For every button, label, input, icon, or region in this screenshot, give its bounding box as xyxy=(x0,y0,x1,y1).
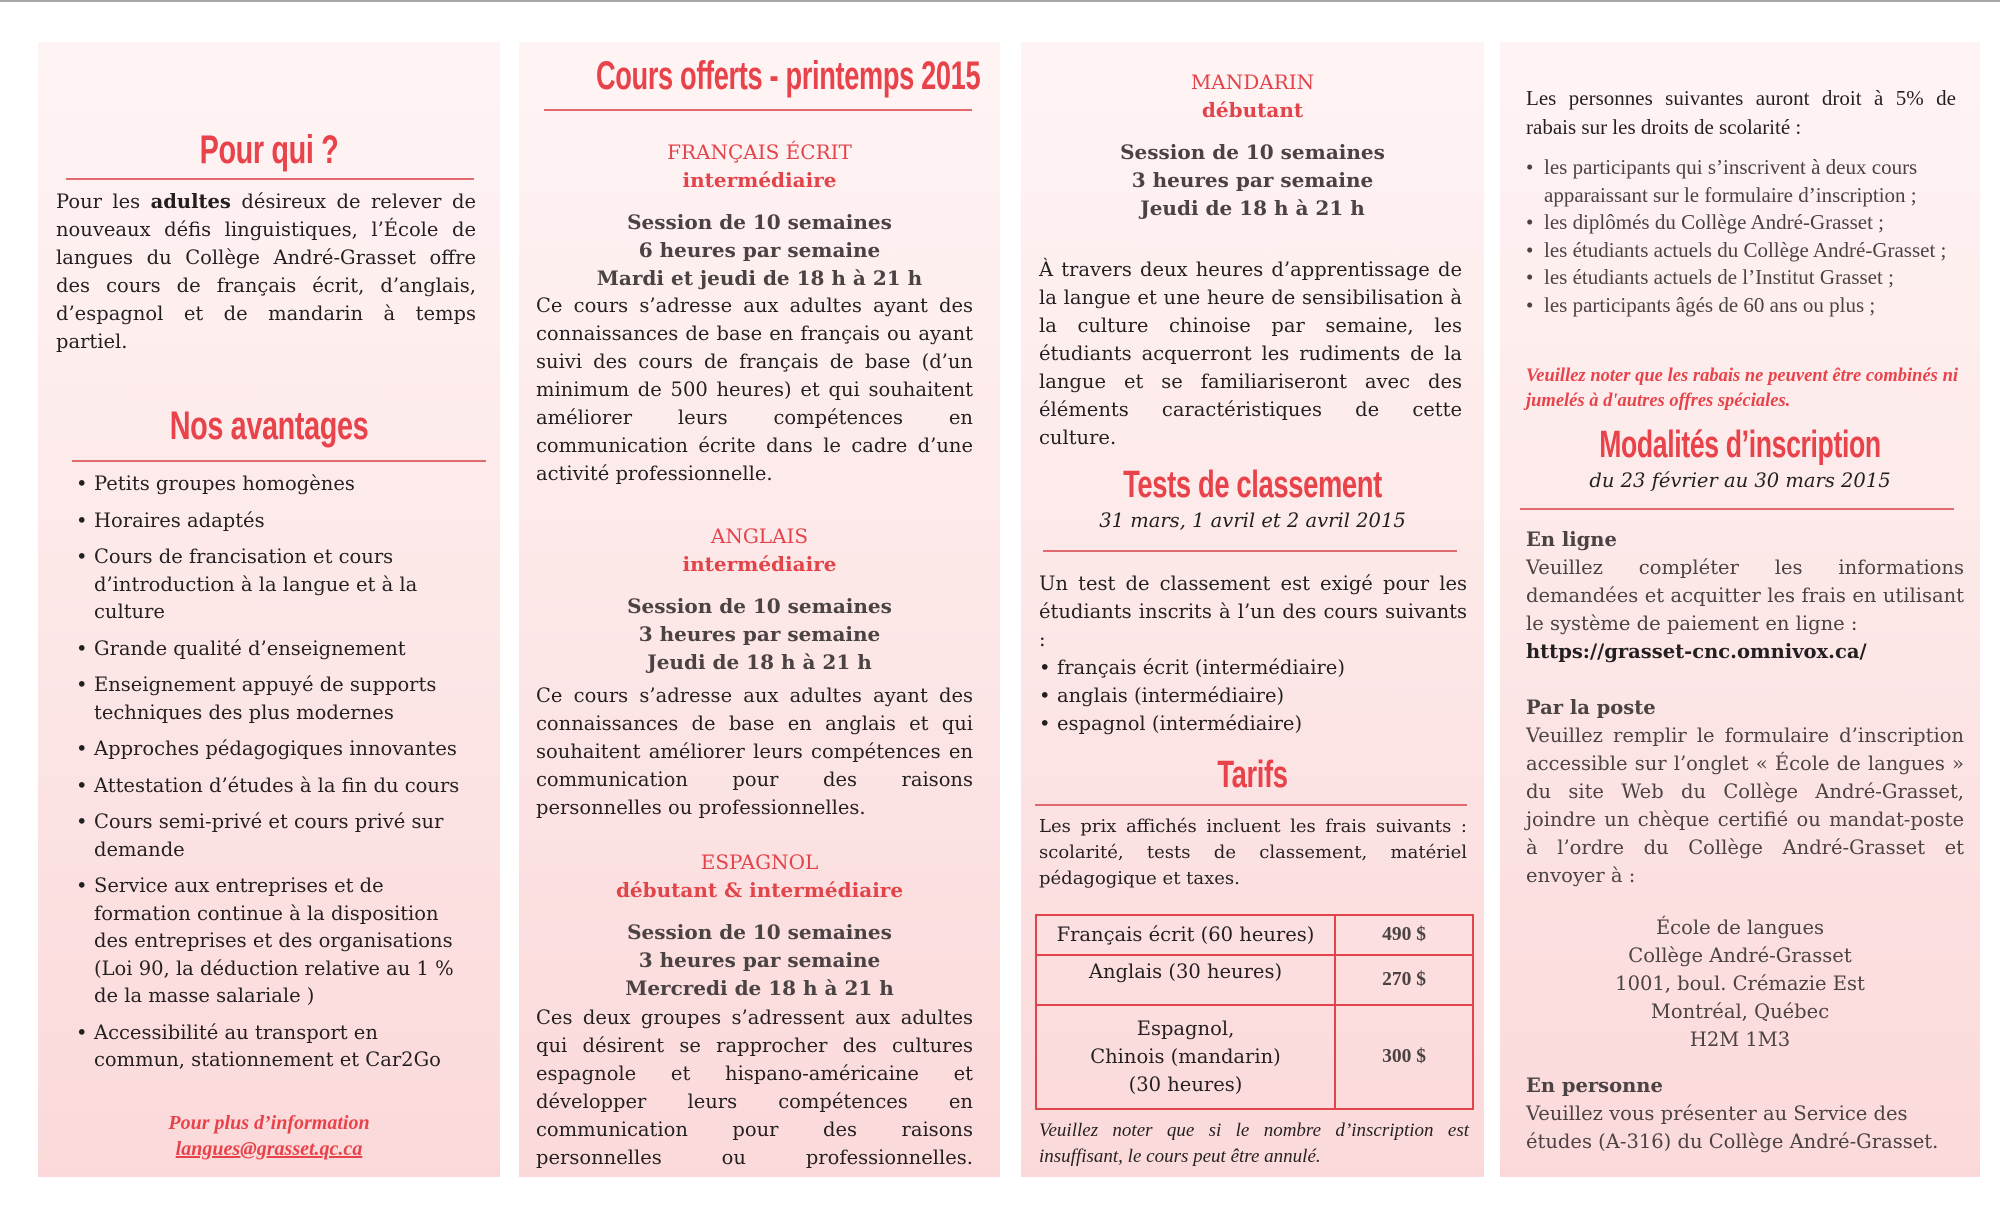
session-length: Session de 10 semaines xyxy=(1120,140,1385,164)
tests-intro: Un test de classement est exigé pour les étudiants inscrits à l’un des cours suivants : xyxy=(1039,572,1467,651)
class-times: Mardi et jeudi de 18 h à 21 h xyxy=(596,266,923,290)
cours-offerts-heading: Cours offerts - printemps 2015 xyxy=(595,54,981,98)
table-cell-price: 300 $ xyxy=(1335,1005,1473,1109)
divider xyxy=(72,460,486,462)
top-border xyxy=(0,0,2000,2)
address-line: Montréal, Québec xyxy=(1650,1000,1830,1023)
course-description: Ces deux groupes s’adressent aux adultes qui désirent se rapprocher des cultures espagnole et hispano-américaine et développer leurs compétences en communication pour des raisons personnelles ou professionnelles. xyxy=(536,1006,973,1169)
mailing-address xyxy=(1500,914,1980,1054)
personne-title: En personne xyxy=(1526,1074,1663,1097)
contact-block xyxy=(38,1110,500,1162)
list-item: • espagnol (intermédiaire) xyxy=(1039,710,1459,738)
session-length: Session de 10 semaines xyxy=(627,210,892,234)
table-row xyxy=(1036,955,1473,1005)
course-francais xyxy=(519,138,1000,194)
en-ligne-title: En ligne xyxy=(1526,528,1617,551)
list-item: • Enseignement appuyé de supports techniques des plus modernes xyxy=(76,671,466,726)
panel-pour-qui xyxy=(38,42,500,1177)
course-name: ESPAGNOL xyxy=(700,850,819,874)
list-item: • les diplômés du Collège André-Grasset ; xyxy=(1526,209,1966,237)
course-level: débutant xyxy=(1201,98,1304,122)
personne-section xyxy=(1526,1072,1964,1156)
course-level: intermédiaire xyxy=(682,168,837,192)
avantages-list xyxy=(76,470,466,1074)
modalites-heading: Modalités d’inscription xyxy=(1599,424,1881,466)
course-name: FRANÇAIS ÉCRIT xyxy=(667,140,852,164)
course-description: Ce cours s’adresse aux adultes ayant des connaissances de base en français ou ayant suivi des cours de français de base (d’un minimum de 500 heures) et qui souhaitent améliorer leurs compétences en communication écrite dans le cadre d’une activité professionnelle. xyxy=(536,294,973,485)
pour-qui-text xyxy=(56,188,476,356)
pour-qui-heading: Pour qui ? xyxy=(199,128,339,172)
list-item: • Horaires adaptés xyxy=(76,507,466,535)
weekly-hours: 3 heures par semaine xyxy=(1131,168,1374,192)
course-line: Espagnol, xyxy=(1136,1017,1235,1040)
list-item: • Service aux entreprises et de formation continue à la disposition des entreprises et des organisations (Loi 90, la déduction relative au 1 % de la masse salariale ) xyxy=(76,872,466,1010)
course-level: débutant & intermédiaire xyxy=(615,878,904,902)
list-item: • Petits groupes homogènes xyxy=(76,470,466,498)
course-espagnol xyxy=(519,848,1000,904)
course-schedule xyxy=(519,918,1000,1002)
online-payment-link[interactable]: https://grasset-cnc.omnivox.ca/ xyxy=(1526,640,1867,663)
tests-dates: 31 mars, 1 avril et 2 avril 2015 xyxy=(1099,509,1406,532)
list-item: • les étudiants actuels de l’Institut Grasset ; xyxy=(1526,264,1966,292)
rabais-list xyxy=(1526,154,1966,319)
list-item: • français écrit (intermédiaire) xyxy=(1039,654,1459,682)
address-line: 1001, boul. Crémazie Est xyxy=(1615,972,1865,995)
pour-qui-text-end: désireux de relever de nouveaux défis linguistiques, l’École de langues du Collège André-Grasset offre des cours de français écrit, d’anglais, d’espagnol et de mandarin à temps partiel. xyxy=(56,190,476,353)
list-item: • Accessibilité au transport en commun, stationnement et Car2Go xyxy=(76,1019,466,1074)
address-line: H2M 1M3 xyxy=(1689,1028,1791,1051)
address-line: Collège André-Grasset xyxy=(1628,944,1852,967)
tarifs-heading: Tarifs xyxy=(1217,754,1288,796)
course-schedule xyxy=(519,592,1000,676)
mandarin-description: À travers deux heures d’apprentissage de la langue et une heure de sensibilisation à la culture chinoise par semaine, les étudiants acquerront les rudiments de la langue et se familiariseront avec des éléments caractéristiques de cette culture. xyxy=(1039,258,1462,449)
tarifs-intro: Les prix affichés incluent les frais suivants : scolarité, tests de classement, matériel pédagogique et taxes. xyxy=(1039,816,1467,889)
table-row xyxy=(1036,915,1473,955)
list-item: • Cours semi-privé et cours privé sur demande xyxy=(76,808,466,863)
session-length: Session de 10 semaines xyxy=(627,920,892,944)
modalites-dates: du 23 février au 30 mars 2015 xyxy=(1589,469,1891,492)
course-mandarin xyxy=(1021,68,1484,124)
course-line: (30 heures) xyxy=(1128,1073,1243,1096)
course-anglais xyxy=(519,522,1000,578)
en-ligne-text: Veuillez compléter les informations demandées et acquitter les frais en utilisant le système de paiement en ligne : xyxy=(1526,556,1964,635)
rabais-note: Veuillez noter que les rabais ne peuvent être combinés ni jumelés à d'autres offres spéciales. xyxy=(1526,366,1958,411)
panel-rabais-inscription xyxy=(1500,42,1980,1177)
divider xyxy=(66,178,474,180)
table-row xyxy=(1036,1005,1473,1109)
weekly-hours: 6 heures par semaine xyxy=(638,238,881,262)
address-line: École de langues xyxy=(1655,916,1825,939)
course-schedule xyxy=(519,208,1000,292)
list-item: • Cours de francisation et cours d’introduction à la langue et à la culture xyxy=(76,543,466,626)
tests-list xyxy=(1039,654,1459,738)
poste-title: Par la poste xyxy=(1526,696,1656,719)
poste-section xyxy=(1526,694,1964,890)
tests-heading: Tests de classement xyxy=(1123,464,1382,506)
tarifs-table xyxy=(1035,914,1474,1110)
list-item: • les participants qui s’inscrivent à deux cours apparaissant sur le formulaire d’inscription ; xyxy=(1526,154,1966,209)
list-item: • Approches pédagogiques innovantes xyxy=(76,735,466,763)
divider xyxy=(1043,550,1457,552)
pour-qui-text-bold: adultes xyxy=(150,190,231,213)
pour-qui-text-start: Pour les xyxy=(56,190,151,213)
rabais-intro: Les personnes suivantes auront droit à 5% de rabais sur les droits de scolarité : xyxy=(1526,86,1956,139)
weekly-hours: 3 heures par semaine xyxy=(638,622,881,646)
course-name: ANGLAIS xyxy=(710,524,809,548)
contact-email-link[interactable]: langues@grasset.qc.ca xyxy=(175,1138,363,1160)
panel-mandarin-tests-tarifs xyxy=(1021,42,1484,1177)
course-line: Chinois (mandarin) xyxy=(1090,1045,1281,1068)
panel-cours-offerts xyxy=(519,42,1000,1177)
session-length: Session de 10 semaines xyxy=(627,594,892,618)
course-schedule xyxy=(1021,138,1484,222)
avantages-heading: Nos avantages xyxy=(169,404,369,448)
divider xyxy=(1520,508,1954,510)
weekly-hours: 3 heures par semaine xyxy=(638,948,881,972)
divider xyxy=(1035,804,1467,806)
class-times: Jeudi de 18 h à 21 h xyxy=(647,650,872,674)
course-description: Ce cours s’adresse aux adultes ayant des connaissances de base en anglais et qui souhaitent améliorer leurs compétences en communication pour des raisons personnelles ou professionnelles. xyxy=(536,684,973,819)
table-cell-course: Anglais (30 heures) xyxy=(1036,955,1335,1005)
class-times: Mercredi de 18 h à 21 h xyxy=(625,976,894,1000)
table-cell-price: 490 $ xyxy=(1335,915,1473,955)
table-cell-price: 270 $ xyxy=(1335,955,1473,1005)
tarifs-note: Veuillez noter que si le nombre d’inscription est insuffisant, le cours peut être annulé. xyxy=(1039,1120,1469,1167)
course-level: intermédiaire xyxy=(682,552,837,576)
list-item: • Grande qualité d’enseignement xyxy=(76,635,466,663)
contact-label: Pour plus d’information xyxy=(168,1112,370,1134)
personne-text: Veuillez vous présenter au Service des études (A-316) du Collège André-Grasset. xyxy=(1526,1102,1939,1153)
class-times: Jeudi de 18 h à 21 h xyxy=(1140,196,1365,220)
divider xyxy=(544,109,972,111)
list-item: • anglais (intermédiaire) xyxy=(1039,682,1459,710)
list-item: • les étudiants actuels du Collège André-Grasset ; xyxy=(1526,237,1966,265)
table-cell-course: Français écrit (60 heures) xyxy=(1036,915,1335,955)
list-item: • les participants âgés de 60 ans ou plus ; xyxy=(1526,292,1966,320)
table-cell-course xyxy=(1036,1005,1335,1109)
list-item: • Attestation d’études à la fin du cours xyxy=(76,772,466,800)
poste-text: Veuillez remplir le formulaire d’inscription accessible sur l’onglet « École de langues » du site Web du Collège André-Grasset, joindre un chèque certifié ou mandat-poste à l’ordre du Collège André-Grasset et envoyer à : xyxy=(1526,724,1964,887)
course-name: MANDARIN xyxy=(1190,70,1315,94)
en-ligne-section xyxy=(1526,526,1964,666)
